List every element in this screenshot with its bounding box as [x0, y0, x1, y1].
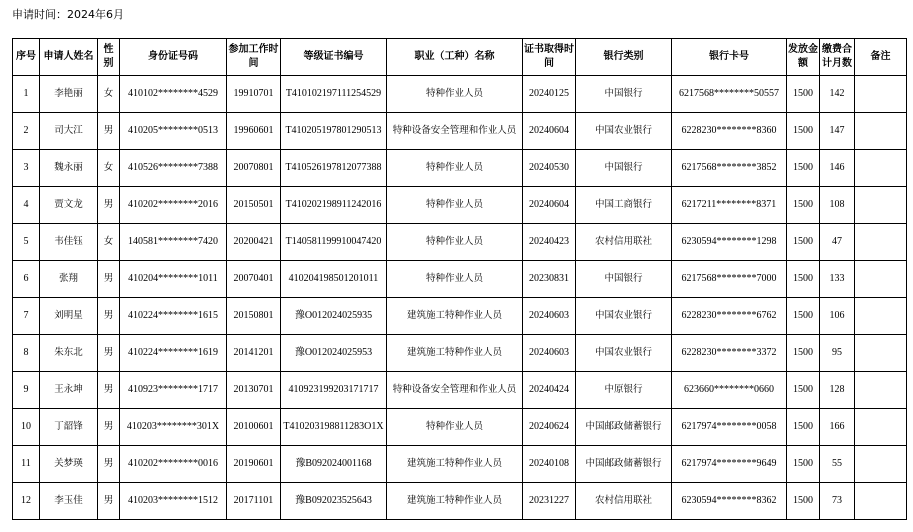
col-amount-header: 发放金额 — [787, 39, 820, 76]
col-months-cell: 128 — [820, 372, 855, 409]
col-work-start-cell: 20190601 — [227, 446, 281, 483]
col-cert-number-cell: T410205197801290513 — [281, 113, 387, 150]
col-gender-header: 性别 — [98, 39, 120, 76]
col-id-number-cell: 140581********7420 — [120, 224, 227, 261]
header-row — [13, 39, 907, 76]
col-card-number-cell: 6228230********3372 — [672, 335, 787, 372]
col-cert-date-cell: 20231227 — [523, 483, 576, 520]
col-bank-cell: 中国银行 — [576, 76, 672, 113]
col-name-cell: 王永坤 — [40, 372, 98, 409]
col-remark-cell — [855, 76, 907, 113]
col-id-number-cell: 410202********0016 — [120, 446, 227, 483]
col-amount-cell: 1500 — [787, 76, 820, 113]
col-card-number-cell: 6230594********1298 — [672, 224, 787, 261]
col-index-cell: 4 — [13, 187, 40, 224]
col-occupation-cell: 特种作业人员 — [387, 76, 523, 113]
col-work-start-cell: 20070801 — [227, 150, 281, 187]
col-work-start-cell: 20070401 — [227, 261, 281, 298]
col-gender-cell: 男 — [98, 483, 120, 520]
col-card-number-cell: 6228230********6762 — [672, 298, 787, 335]
col-bank-cell: 中国银行 — [576, 261, 672, 298]
col-cert-number-cell: T410202198911242016 — [281, 187, 387, 224]
col-index-cell: 2 — [13, 113, 40, 150]
col-bank-cell: 中国农业银行 — [576, 113, 672, 150]
subsidy-table — [12, 38, 907, 520]
col-amount-cell: 1500 — [787, 113, 820, 150]
col-name-cell: 关梦瑛 — [40, 446, 98, 483]
col-index-cell: 3 — [13, 150, 40, 187]
col-bank-cell: 中国农业银行 — [576, 335, 672, 372]
col-months-cell: 166 — [820, 409, 855, 446]
col-id-number-cell: 410224********1615 — [120, 298, 227, 335]
table-row — [13, 483, 907, 520]
col-card-number-cell: 6217568********50557 — [672, 76, 787, 113]
col-cert-date-cell: 20240603 — [523, 298, 576, 335]
col-months-cell: 95 — [820, 335, 855, 372]
col-occupation-cell: 特种设备安全管理和作业人员 — [387, 113, 523, 150]
col-name-cell: 韦佳钰 — [40, 224, 98, 261]
col-index-cell: 10 — [13, 409, 40, 446]
col-occupation-cell: 特种作业人员 — [387, 187, 523, 224]
col-cert-number-cell: T140581199910047420 — [281, 224, 387, 261]
col-index-cell: 6 — [13, 261, 40, 298]
col-bank-cell: 中国邮政储蓄银行 — [576, 409, 672, 446]
col-name-cell: 张翔 — [40, 261, 98, 298]
col-cert-number-cell: 豫B092023525643 — [281, 483, 387, 520]
col-id-number-cell: 410205********0513 — [120, 113, 227, 150]
col-amount-cell: 1500 — [787, 261, 820, 298]
col-card-number-cell: 6230594********8362 — [672, 483, 787, 520]
col-remark-cell — [855, 409, 907, 446]
col-work-start-cell: 20171101 — [227, 483, 281, 520]
col-occupation-cell: 建筑施工特种作业人员 — [387, 298, 523, 335]
col-cert-date-cell: 20240604 — [523, 113, 576, 150]
col-work-start-cell: 20141201 — [227, 335, 281, 372]
col-bank-cell: 中国银行 — [576, 150, 672, 187]
col-occupation-cell: 特种作业人员 — [387, 261, 523, 298]
col-id-number-header: 身份证号码 — [120, 39, 227, 76]
col-cert-date-cell: 20240603 — [523, 335, 576, 372]
col-months-cell: 133 — [820, 261, 855, 298]
col-cert-date-cell: 20240530 — [523, 150, 576, 187]
col-index-cell: 5 — [13, 224, 40, 261]
table-row — [13, 76, 907, 113]
col-cert-number-header: 等级证书编号 — [281, 39, 387, 76]
col-name-cell: 朱东北 — [40, 335, 98, 372]
col-bank-cell: 农村信用联社 — [576, 224, 672, 261]
col-occupation-cell: 建筑施工特种作业人员 — [387, 335, 523, 372]
col-work-start-header: 参加工作时间 — [227, 39, 281, 76]
col-cert-date-cell: 20230831 — [523, 261, 576, 298]
col-id-number-cell: 410526********7388 — [120, 150, 227, 187]
table-row — [13, 372, 907, 409]
col-bank-header: 银行类别 — [576, 39, 672, 76]
col-card-number-header: 银行卡号 — [672, 39, 787, 76]
col-work-start-cell: 20150501 — [227, 187, 281, 224]
col-amount-cell: 1500 — [787, 446, 820, 483]
col-cert-date-header: 证书取得时间 — [523, 39, 576, 76]
col-id-number-cell: 410202********2016 — [120, 187, 227, 224]
table-header — [13, 39, 907, 76]
col-card-number-cell: 6217974********9649 — [672, 446, 787, 483]
col-remark-cell — [855, 150, 907, 187]
col-index-cell: 11 — [13, 446, 40, 483]
col-id-number-cell: 410203********301X — [120, 409, 227, 446]
col-name-cell: 李玉佳 — [40, 483, 98, 520]
col-remark-cell — [855, 261, 907, 298]
col-id-number-cell: 410102********4529 — [120, 76, 227, 113]
col-remark-cell — [855, 298, 907, 335]
col-amount-cell: 1500 — [787, 224, 820, 261]
col-remark-cell — [855, 187, 907, 224]
col-amount-cell: 1500 — [787, 372, 820, 409]
col-index-cell: 7 — [13, 298, 40, 335]
table-row — [13, 187, 907, 224]
col-work-start-cell: 20200421 — [227, 224, 281, 261]
col-work-start-cell: 19910701 — [227, 76, 281, 113]
col-cert-date-cell: 20240424 — [523, 372, 576, 409]
col-cert-date-cell: 20240423 — [523, 224, 576, 261]
col-gender-cell: 男 — [98, 409, 120, 446]
apply-time: 申请时间：2024年6月 — [12, 8, 124, 21]
col-index-cell: 9 — [13, 372, 40, 409]
col-months-cell: 146 — [820, 150, 855, 187]
col-work-start-cell: 19960601 — [227, 113, 281, 150]
table-row — [13, 113, 907, 150]
col-remark-cell — [855, 446, 907, 483]
col-gender-cell: 男 — [98, 187, 120, 224]
table-row — [13, 298, 907, 335]
col-bank-cell: 中国工商银行 — [576, 187, 672, 224]
col-index-cell: 1 — [13, 76, 40, 113]
col-index-cell: 8 — [13, 335, 40, 372]
col-months-cell: 106 — [820, 298, 855, 335]
col-occupation-cell: 特种作业人员 — [387, 409, 523, 446]
col-card-number-cell: 6228230********8360 — [672, 113, 787, 150]
col-cert-date-cell: 20240125 — [523, 76, 576, 113]
col-name-cell: 李艳丽 — [40, 76, 98, 113]
col-months-cell: 142 — [820, 76, 855, 113]
table-row — [13, 446, 907, 483]
col-months-cell: 108 — [820, 187, 855, 224]
col-gender-cell: 男 — [98, 446, 120, 483]
col-occupation-cell: 建筑施工特种作业人员 — [387, 483, 523, 520]
col-card-number-cell: 6217568********3852 — [672, 150, 787, 187]
col-remark-cell — [855, 113, 907, 150]
col-cert-number-cell: T410102197111254529 — [281, 76, 387, 113]
col-cert-date-cell: 20240624 — [523, 409, 576, 446]
table-body — [13, 76, 907, 520]
col-gender-cell: 男 — [98, 335, 120, 372]
col-name-cell: 司大江 — [40, 113, 98, 150]
col-id-number-cell: 410204********1011 — [120, 261, 227, 298]
col-cert-number-cell: 豫O012024025935 — [281, 298, 387, 335]
col-occupation-cell: 特种作业人员 — [387, 150, 523, 187]
col-occupation-cell: 特种设备安全管理和作业人员 — [387, 372, 523, 409]
col-cert-number-cell: T410526197812077388 — [281, 150, 387, 187]
col-card-number-cell: 6217211********8371 — [672, 187, 787, 224]
col-gender-cell: 男 — [98, 261, 120, 298]
col-work-start-cell: 20100601 — [227, 409, 281, 446]
col-id-number-cell: 410203********1512 — [120, 483, 227, 520]
col-work-start-cell: 20150801 — [227, 298, 281, 335]
col-bank-cell: 农村信用联社 — [576, 483, 672, 520]
col-months-cell: 73 — [820, 483, 855, 520]
table-row — [13, 409, 907, 446]
col-amount-cell: 1500 — [787, 483, 820, 520]
col-months-cell: 47 — [820, 224, 855, 261]
col-remark-header: 备注 — [855, 39, 907, 76]
col-amount-cell: 1500 — [787, 187, 820, 224]
col-name-header: 申请人姓名 — [40, 39, 98, 76]
col-occupation-header: 职业（工种）名称 — [387, 39, 523, 76]
col-remark-cell — [855, 372, 907, 409]
col-amount-cell: 1500 — [787, 409, 820, 446]
col-cert-number-cell: 豫O012024025953 — [281, 335, 387, 372]
col-amount-cell: 1500 — [787, 298, 820, 335]
table-row — [13, 224, 907, 261]
col-cert-number-cell: 豫B092024001168 — [281, 446, 387, 483]
col-cert-number-cell: 410923199203171717 — [281, 372, 387, 409]
col-bank-cell: 中原银行 — [576, 372, 672, 409]
col-remark-cell — [855, 224, 907, 261]
col-bank-cell: 中国邮政储蓄银行 — [576, 446, 672, 483]
col-id-number-cell: 410923********1717 — [120, 372, 227, 409]
col-months-cell: 55 — [820, 446, 855, 483]
col-months-header: 缴费合计月数 — [820, 39, 855, 76]
col-name-cell: 魏永丽 — [40, 150, 98, 187]
col-name-cell: 丁韶锋 — [40, 409, 98, 446]
col-cert-date-cell: 20240604 — [523, 187, 576, 224]
col-gender-cell: 女 — [98, 76, 120, 113]
col-occupation-cell: 建筑施工特种作业人员 — [387, 446, 523, 483]
col-occupation-cell: 特种作业人员 — [387, 224, 523, 261]
col-bank-cell: 中国农业银行 — [576, 298, 672, 335]
table-row — [13, 261, 907, 298]
col-gender-cell: 女 — [98, 224, 120, 261]
col-gender-cell: 女 — [98, 150, 120, 187]
col-name-cell: 贾文龙 — [40, 187, 98, 224]
col-cert-number-cell: 410204198501201011 — [281, 261, 387, 298]
col-remark-cell — [855, 335, 907, 372]
col-months-cell: 147 — [820, 113, 855, 150]
col-gender-cell: 男 — [98, 372, 120, 409]
col-cert-date-cell: 20240108 — [523, 446, 576, 483]
col-id-number-cell: 410224********1619 — [120, 335, 227, 372]
col-amount-cell: 1500 — [787, 150, 820, 187]
col-remark-cell — [855, 483, 907, 520]
col-index-cell: 12 — [13, 483, 40, 520]
col-card-number-cell: 6217974********0058 — [672, 409, 787, 446]
table-row — [13, 150, 907, 187]
col-card-number-cell: 623660********0660 — [672, 372, 787, 409]
table-row — [13, 335, 907, 372]
col-gender-cell: 男 — [98, 113, 120, 150]
col-card-number-cell: 6217568********7000 — [672, 261, 787, 298]
col-name-cell: 刘明星 — [40, 298, 98, 335]
col-gender-cell: 男 — [98, 298, 120, 335]
col-index-header: 序号 — [13, 39, 40, 76]
col-amount-cell: 1500 — [787, 335, 820, 372]
col-work-start-cell: 20130701 — [227, 372, 281, 409]
col-cert-number-cell: T410203198811283O1X — [281, 409, 387, 446]
